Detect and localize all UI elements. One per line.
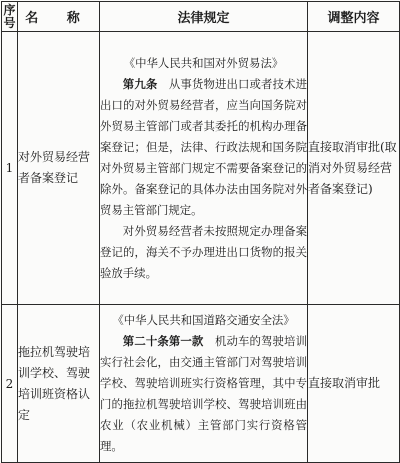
- article-number: 第二十条第一款: [122, 334, 204, 348]
- header-law: 法律规定: [100, 2, 308, 32]
- table-row: [2, 32, 400, 305]
- header-seq: 序号: [3, 2, 16, 30]
- law-paragraph: [100, 74, 307, 221]
- row-seq: 2: [2, 305, 18, 463]
- row-name: 对外贸易经营者备案登记: [18, 32, 100, 305]
- header-adjust: 调整内容: [308, 2, 400, 32]
- row-name: 拖拉机驾驶培训学校、驾驶培训班资格认定: [18, 305, 100, 463]
- table-row: [2, 305, 400, 463]
- row-seq: 1: [2, 32, 18, 305]
- row-adjust: 直接取消审批(取消对外贸易经营者备案登记): [308, 32, 400, 305]
- law-paragraph: [100, 331, 307, 457]
- table-header-row: [2, 2, 400, 32]
- header-name: [18, 2, 100, 32]
- law-paragraph-2: 对外贸易经营者未按照规定办理备案登记的，海关不予办理进出口货物的报关验放手续。: [100, 223, 307, 280]
- row-law-content: [100, 305, 308, 463]
- regulation-table: [1, 1, 400, 463]
- article-text: 机动车的驾驶培训实行社会化，由交通主管部门对驾驶培训学校、驾驶培训班实行资格管理，其中专门的拖拉机驾驶培训学校、驾驶培训班由农业（农业机械）主管部门实行资格管理。: [100, 334, 307, 453]
- article-text: 从事货物进出口或者技术进出口的对外贸易经营者，应当向国务院对外贸易主管部门或者其委托的机构办理备案登记；但是，法律、行政法规和国务院对外贸易主管部门规定不需要备案登记的除外。备案登记的具体办法由国务院对外贸易主管部门规定。: [100, 76, 307, 217]
- law-title: 《中华人民共和国对外贸易法》: [123, 55, 284, 70]
- header-name-label: 名 称: [25, 11, 92, 26]
- law-title: 《中华人民共和国道路交通安全法》: [112, 313, 295, 327]
- row-adjust: 直接取消审批: [308, 305, 400, 463]
- row-law-content: [100, 32, 308, 305]
- article-number: 第九条: [122, 76, 158, 91]
